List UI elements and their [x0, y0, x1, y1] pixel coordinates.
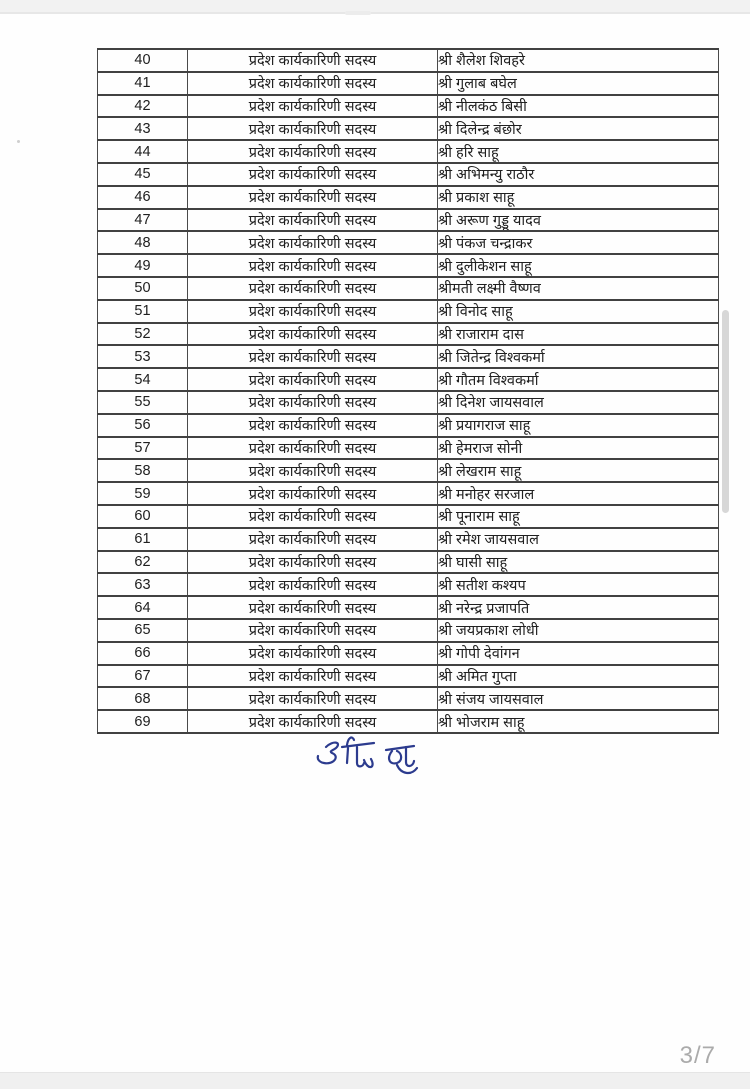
position-cell: प्रदेश कार्यकारिणी सदस्य: [188, 710, 438, 733]
serial-number-cell: 56: [98, 414, 188, 437]
member-name-cell: श्री गौतम विश्वकर्मा: [438, 368, 719, 391]
serial-number-cell: 50: [98, 277, 188, 300]
position-cell: प्रदेश कार्यकारिणी सदस्य: [188, 551, 438, 574]
signature-ink-icon: [300, 732, 430, 790]
table-row: [98, 300, 719, 323]
serial-number-cell: 51: [98, 300, 188, 323]
position-cell: प्रदेश कार्यकारिणी सदस्य: [188, 186, 438, 209]
table-row: [98, 459, 719, 482]
position-cell: प्रदेश कार्यकारिणी सदस्य: [188, 231, 438, 254]
position-cell: प्रदेश कार्यकारिणी सदस्य: [188, 254, 438, 277]
table-row: [98, 163, 719, 186]
serial-number-cell: 42: [98, 95, 188, 118]
member-name-cell: श्री संजय जायसवाल: [438, 687, 719, 710]
position-cell: प्रदेश कार्यकारिणी सदस्य: [188, 437, 438, 460]
member-name-cell: श्री पंकज चन्द्राकर: [438, 231, 719, 254]
member-name-cell: श्री भोजराम साहू: [438, 710, 719, 733]
serial-number-cell: 43: [98, 117, 188, 140]
members-table-body: [98, 49, 719, 733]
serial-number-cell: 49: [98, 254, 188, 277]
member-name-cell: श्री नरेन्द्र प्रजापति: [438, 596, 719, 619]
position-cell: प्रदेश कार्यकारिणी सदस्य: [188, 323, 438, 346]
member-name-cell: श्री मनोहर सरजाल: [438, 482, 719, 505]
serial-number-cell: 64: [98, 596, 188, 619]
table-row: [98, 505, 719, 528]
table-row: [98, 665, 719, 688]
member-name-cell: श्री घासी साहू: [438, 551, 719, 574]
serial-number-cell: 46: [98, 186, 188, 209]
table-row: [98, 437, 719, 460]
table-row: [98, 117, 719, 140]
serial-number-cell: 58: [98, 459, 188, 482]
position-cell: प्रदेश कार्यकारिणी सदस्य: [188, 95, 438, 118]
position-cell: प्रदेश कार्यकारिणी सदस्य: [188, 414, 438, 437]
member-name-cell: श्री शैलेश शिवहरे: [438, 49, 719, 72]
page-indicator: 3/7: [679, 1042, 716, 1069]
scan-artifact-smudge: [345, 11, 371, 15]
position-cell: प्रदेश कार्यकारिणी सदस्य: [188, 573, 438, 596]
table-row: [98, 186, 719, 209]
serial-number-cell: 40: [98, 49, 188, 72]
member-name-cell: श्री जयप्रकाश लोधी: [438, 619, 719, 642]
member-name-cell: श्री दुलीकेशन साहू: [438, 254, 719, 277]
position-cell: प्रदेश कार्यकारिणी सदस्य: [188, 687, 438, 710]
member-name-cell: श्री दिनेश जायसवाल: [438, 391, 719, 414]
table-row: [98, 642, 719, 665]
member-name-cell: श्री प्रकाश साहू: [438, 186, 719, 209]
position-cell: प्रदेश कार्यकारिणी सदस्य: [188, 209, 438, 232]
serial-number-cell: 69: [98, 710, 188, 733]
table-row: [98, 573, 719, 596]
serial-number-cell: 60: [98, 505, 188, 528]
position-cell: प्रदेश कार्यकारिणी सदस्य: [188, 619, 438, 642]
member-name-cell: श्री हरि साहू: [438, 140, 719, 163]
table-row: [98, 482, 719, 505]
serial-number-cell: 45: [98, 163, 188, 186]
serial-number-cell: 62: [98, 551, 188, 574]
table-row: [98, 95, 719, 118]
table-row: [98, 231, 719, 254]
member-name-cell: श्री हेमराज सोनी: [438, 437, 719, 460]
table-row: [98, 254, 719, 277]
position-cell: प्रदेश कार्यकारिणी सदस्य: [188, 49, 438, 72]
table-row: [98, 528, 719, 551]
table-row: [98, 49, 719, 72]
position-cell: प्रदेश कार्यकारिणी सदस्य: [188, 117, 438, 140]
position-cell: प्रदेश कार्यकारिणी सदस्य: [188, 163, 438, 186]
serial-number-cell: 63: [98, 573, 188, 596]
member-name-cell: श्री अभिमन्यु राठौर: [438, 163, 719, 186]
position-cell: प्रदेश कार्यकारिणी सदस्य: [188, 528, 438, 551]
table-row: [98, 277, 719, 300]
position-cell: प्रदेश कार्यकारिणी सदस्य: [188, 665, 438, 688]
position-cell: प्रदेश कार्यकारिणी सदस्य: [188, 277, 438, 300]
serial-number-cell: 44: [98, 140, 188, 163]
serial-number-cell: 53: [98, 345, 188, 368]
serial-number-cell: 66: [98, 642, 188, 665]
table-row: [98, 391, 719, 414]
member-name-cell: श्री सतीश कश्यप: [438, 573, 719, 596]
table-row: [98, 710, 719, 733]
serial-number-cell: 57: [98, 437, 188, 460]
member-name-cell: श्री अरूण गुड्डू यादव: [438, 209, 719, 232]
viewer-bottom-edge-strip: [0, 1072, 750, 1089]
position-cell: प्रदेश कार्यकारिणी सदस्य: [188, 505, 438, 528]
member-name-cell: श्रीमती लक्ष्मी वैष्णव: [438, 277, 719, 300]
table-row: [98, 323, 719, 346]
table-row: [98, 619, 719, 642]
position-cell: प्रदेश कार्यकारिणी सदस्य: [188, 391, 438, 414]
scrollbar-thumb[interactable]: [722, 310, 729, 513]
position-cell: प्रदेश कार्यकारिणी सदस्य: [188, 459, 438, 482]
table-row: [98, 414, 719, 437]
serial-number-cell: 59: [98, 482, 188, 505]
serial-number-cell: 67: [98, 665, 188, 688]
table-row: [98, 140, 719, 163]
position-cell: प्रदेश कार्यकारिणी सदस्य: [188, 368, 438, 391]
position-cell: प्रदेश कार्यकारिणी सदस्य: [188, 642, 438, 665]
serial-number-cell: 48: [98, 231, 188, 254]
member-name-cell: श्री राजाराम दास: [438, 323, 719, 346]
member-name-cell: श्री विनोद साहू: [438, 300, 719, 323]
member-name-cell: श्री गोपी देवांगन: [438, 642, 719, 665]
serial-number-cell: 55: [98, 391, 188, 414]
member-name-cell: श्री जितेन्द्र विश्वकर्मा: [438, 345, 719, 368]
member-name-cell: श्री दिलेन्द्र बंछोर: [438, 117, 719, 140]
member-name-cell: श्री नीलकंठ बिसी: [438, 95, 719, 118]
member-name-cell: श्री रमेश जायसवाल: [438, 528, 719, 551]
table-row: [98, 368, 719, 391]
position-cell: प्रदेश कार्यकारिणी सदस्य: [188, 140, 438, 163]
serial-number-cell: 61: [98, 528, 188, 551]
scan-artifact-dot: [17, 140, 20, 143]
serial-number-cell: 65: [98, 619, 188, 642]
member-name-cell: श्री प्रयागराज साहू: [438, 414, 719, 437]
table-row: [98, 209, 719, 232]
table-row: [98, 345, 719, 368]
table-row: [98, 72, 719, 95]
serial-number-cell: 54: [98, 368, 188, 391]
members-table: [97, 48, 719, 734]
serial-number-cell: 41: [98, 72, 188, 95]
member-name-cell: श्री लेखराम साहू: [438, 459, 719, 482]
member-name-cell: श्री अमित गुप्ता: [438, 665, 719, 688]
member-name-cell: श्री गुलाब बघेल: [438, 72, 719, 95]
position-cell: प्रदेश कार्यकारिणी सदस्य: [188, 482, 438, 505]
position-cell: प्रदेश कार्यकारिणी सदस्य: [188, 72, 438, 95]
viewer-top-edge-strip: [0, 0, 750, 14]
table-row: [98, 551, 719, 574]
serial-number-cell: 68: [98, 687, 188, 710]
serial-number-cell: 47: [98, 209, 188, 232]
position-cell: प्रदेश कार्यकारिणी सदस्य: [188, 300, 438, 323]
handwritten-signature: [300, 732, 430, 790]
table-row: [98, 687, 719, 710]
position-cell: प्रदेश कार्यकारिणी सदस्य: [188, 596, 438, 619]
position-cell: प्रदेश कार्यकारिणी सदस्य: [188, 345, 438, 368]
table-row: [98, 596, 719, 619]
member-name-cell: श्री पूनाराम साहू: [438, 505, 719, 528]
serial-number-cell: 52: [98, 323, 188, 346]
document-page: [0, 14, 750, 1072]
